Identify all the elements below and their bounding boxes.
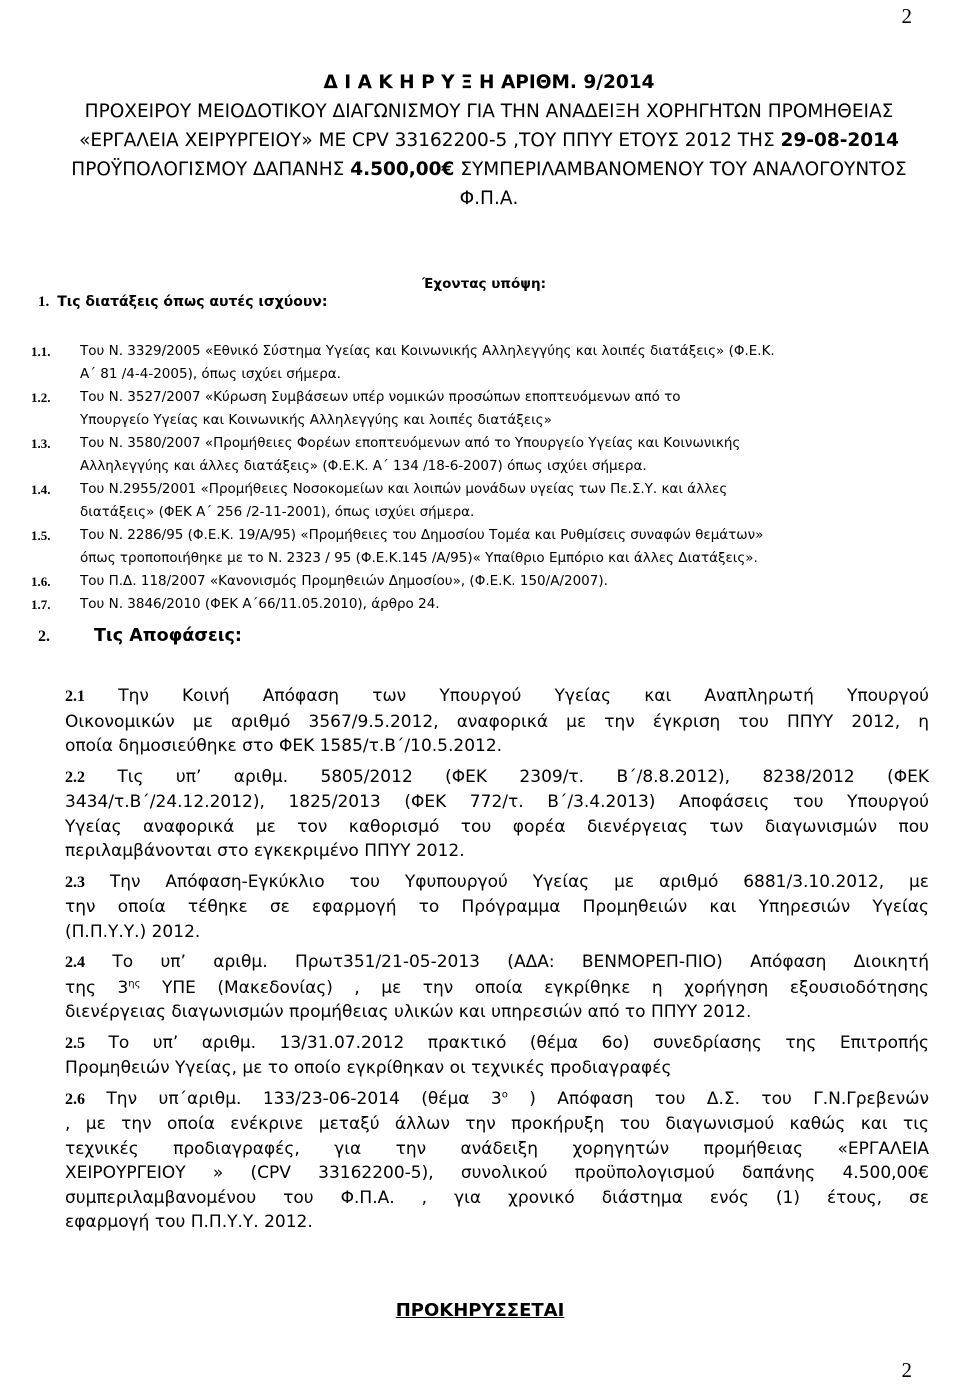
document-heading	[18, 68, 960, 213]
decision-text: Το υπ’ αριθμ. Πρωτ351/21-05-2013 (ΑΔΑ: ΒΕΝΜΟΡΕΠ-ΠΙΟ) Απόφαση Διοικητή	[112, 952, 930, 972]
heading-date: 29-08-2014	[780, 130, 899, 151]
paragraph-line: ΧΕΙΡΟΥΡΓΕΙΟΥ » (CPV 33162200-5), συνολικού προϋπολογισμού δαπάνης 4.500,00€	[65, 1163, 929, 1183]
decision-paragraph	[65, 765, 929, 864]
paragraph-line	[65, 950, 929, 976]
paragraph-line	[65, 1031, 929, 1057]
decision-number: 2.1	[65, 688, 85, 705]
item-line: Του Ν.2955/2001 «Προμήθειες Νοσοκομείων και λοιπών μονάδων υγείας των Πε.Σ.Υ. και άλλες	[80, 481, 728, 497]
item-number: 1.5.	[31, 528, 51, 543]
paragraph-line	[65, 976, 929, 1001]
section-2-number: 2.	[38, 628, 50, 645]
heading-line-3	[79, 130, 899, 151]
list-item	[0, 478, 960, 524]
decision-text: Τις υπ’ αριθμ. 5805/2012 (ΦΕΚ 2309/τ. Β΄/8.8.2012), 8238/2012 (ΦΕΚ	[117, 766, 930, 787]
decision-number: 2.4	[65, 954, 85, 971]
paragraph-line: εφαρμογή του Π.Π.Υ.Υ. 2012.	[65, 1212, 313, 1232]
paragraph-line: τεχνικές προδιαγραφές, για την ανάδειξη χορηγητών προμήθειας «ΕΡΓΑΛΕΙΑ	[65, 1138, 929, 1159]
paragraph-line: συμπεριλαμβανομένου του Φ.Π.Α. , για χρονικό διάστημα ενός (1) έτους, σε	[65, 1187, 929, 1208]
page-number-top: 2	[901, 4, 912, 28]
section-2-label: Τις Αποφάσεις:	[94, 626, 242, 646]
heading-budget: 4.500,00€	[350, 159, 455, 180]
paragraph-line: 3434/τ.Β΄/24.12.2012), 1825/2013 (ΦΕΚ 772/τ. Β΄/3.4.2013) Αποφάσεις του Υπουργού	[65, 792, 929, 812]
list-item	[0, 524, 960, 570]
paragraph-line	[65, 684, 929, 710]
page-number-bottom: 2	[901, 1358, 912, 1382]
paragraph-line	[65, 765, 929, 791]
item-line: διατάξεις» (ΦΕΚ Α΄ 256 /2-11-2001), όπως ισχύει σήμερα.	[80, 504, 475, 520]
paragraph-line: περιλαμβάνονται στο εγκεκριμένο ΠΠΥΥ 2012.	[65, 841, 465, 861]
decision-text: ) Απόφαση του Δ.Σ. του Γ.Ν.Γρεβενών	[507, 1088, 930, 1109]
item-number: 1.2.	[31, 390, 51, 405]
paragraph-line	[65, 1087, 929, 1113]
paragraph-line	[65, 870, 929, 896]
item-line: Α΄ 81 /4-4-2005), όπως ισχύει σήμερα.	[80, 366, 341, 382]
section-2-title	[38, 626, 242, 646]
decision-paragraph	[65, 950, 929, 1025]
item-line: Υπουργείο Υγείας και Κοινωνικής Αλληλεγγύης και λοιπές διατάξεις»	[80, 412, 552, 428]
paragraph-line: Οικονομικών με αριθμό 3567/9.5.2012, αναφορικά με την έγκριση του ΠΠΥΥ 2012, η	[65, 711, 929, 732]
paragraph-line: διενέργειας διαγωνισμών προμήθειας υλικών και υπηρεσιών από το ΠΠΥΥ 2012.	[65, 1002, 752, 1022]
decision-number: 2.5	[65, 1034, 85, 1052]
decision-paragraph	[65, 1031, 929, 1081]
paragraph-line: οποία δημοσιεύθηκε στο ΦΕΚ 1585/τ.Β΄/10.5.2012.	[65, 736, 503, 756]
item-line: Του Ν. 3329/2005 «Εθνικό Σύστημα Υγείας και Κοινωνικής Αλληλεγγύης και λοιπές διατάξεις» (Φ.Ε.Κ.	[80, 343, 775, 359]
section-1-title	[38, 294, 327, 311]
decision-paragraph	[65, 1087, 929, 1235]
item-number: 1.4.	[31, 482, 51, 497]
paragraph-line: (Π.Π.Υ.Υ.) 2012.	[65, 921, 201, 942]
having-regard-label: Έχοντας υπόψη:	[422, 276, 546, 292]
list-item	[0, 570, 960, 593]
item-line: Του Ν. 3846/2010 (ΦΕΚ Α΄66/11.05.2010), άρθρο 24.	[80, 596, 440, 612]
section-1-number: 1.	[38, 294, 50, 310]
list-item	[0, 386, 960, 432]
legal-provisions-list	[0, 340, 960, 616]
item-number: 1.3.	[31, 436, 51, 451]
item-line: Του Ν. 3527/2007 «Κύρωση Συμβάσεων υπέρ νομικών προσώπων εποπτευόμενων από το	[80, 389, 681, 405]
ordinal-suffix: ης	[128, 977, 141, 989]
decision-text: ΥΠΕ (Μακεδονίας) , με την οποία εγκρίθηκε η χορήγηση εξουσιοδότησης	[140, 977, 929, 998]
decision-text: Το υπ’ αριθμ. 13/31.07.2012 πρακτικό (θέμα 6ο) συνεδρίασης της Επιτροπής	[108, 1032, 929, 1053]
item-number: 1.1.	[31, 344, 51, 359]
item-line: Του Ν. 2286/95 (Φ.Ε.Κ. 19/Α/95) «Προμήθειες του Δημοσίου Τομέα και Ρυθμίσεις συναφών θεμάτων»	[80, 527, 764, 543]
decision-text: Την Κοινή Απόφαση των Υπουργού Υγείας και Αναπληρωτή Υπουργού	[118, 686, 929, 706]
announcement-title: ΠΡΟΚΗΡΥΣΣΕΤΑΙ	[395, 1300, 565, 1321]
decision-number: 2.6	[65, 1090, 85, 1108]
heading-line-4	[71, 159, 906, 180]
paragraph-line: Υγείας αναφορικά με τον καθορισμό του φορέα διενέργειας των διαγωνισμών που	[65, 816, 929, 837]
paragraph-line: την οποία τέθηκε σε εφαρμογή το Πρόγραμμα Προμηθειών και Υπηρεσιών Υγείας	[65, 897, 929, 917]
paragraph-line: , με την οποία ενέκρινε μεταξύ άλλων την προκήρυξη του διαγωνισμού καθώς και τις	[65, 1114, 929, 1134]
decision-text: Την Απόφαση-Εγκύκλιο του Υφυπουργού Υγείας με αριθμό 6881/3.10.2012, με	[109, 871, 930, 892]
item-line: Αλληλεγγύης και άλλες διατάξεις» (Φ.Ε.Κ. Α΄ 134 /18-6-2007) όπως ισχύει σήμερα.	[80, 458, 647, 474]
heading-line-5: Φ.Π.Α.	[459, 188, 519, 209]
item-line: όπως τροποποιήθηκε με το Ν. 2323 / 95 (Φ.Ε.Κ.145 /Α/95)« Υπαίθριο Εμπόριο και άλλες Διατάξεις».	[80, 550, 758, 566]
list-item	[0, 340, 960, 386]
list-item	[0, 593, 960, 616]
item-line: Του Ν. 3580/2007 «Προμήθειες Φορέων εποπτευόμενων από το Υπουργείο Υγείας και Κοινωνικής	[80, 435, 741, 451]
decisions-list	[65, 684, 929, 1241]
ordinal-suffix: ο	[501, 1088, 508, 1100]
decision-paragraph	[65, 684, 929, 759]
list-item	[0, 432, 960, 478]
decision-paragraph	[65, 870, 929, 945]
heading-line-4-rest: ΣΥΜΠΕΡΙΛΑΜΒΑΝΟΜΕΝΟΥ ΤΟΥ ΑΝΑΛΟΓΟΥΝΤΟΣ	[454, 159, 907, 180]
decision-text: της 3	[65, 977, 129, 998]
decision-number: 2.2	[65, 768, 85, 786]
decision-number: 2.3	[65, 873, 85, 891]
heading-line-2: ΠΡΟΧΕΙΡΟΥ ΜΕΙΟΔΟΤΙΚΟΥ ΔΙΑΓΩΝΙΣΜΟΥ ΓΙΑ ΤΗΝ ΑΝΑΔΕΙΞΗ ΧΟΡΗΓΗΤΩΝ ΠΡΟΜΗΘΕΙΑΣ	[84, 101, 894, 122]
item-line: Του Π.Δ. 118/2007 «Κανονισμός Προμηθειών Δημοσίου», (Φ.Ε.Κ. 150/Α/2007).	[80, 573, 608, 589]
heading-line-4-text: ΠΡΟΫΠΟΛΟΓΙΣΜΟΥ ΔΑΠΑΝΗΣ	[71, 159, 351, 180]
item-number: 1.6.	[31, 574, 51, 589]
paragraph-line: Προμηθειών Υγείας, με το οποίο εγκρίθηκαν οι τεχνικές προδιαγραφές	[65, 1058, 672, 1078]
heading-title: Δ Ι Α Κ Η Ρ Υ Ξ Η ΑΡΙΘΜ. 9/2014	[323, 72, 655, 93]
section-1-label: Τις διατάξεις όπως αυτές ισχύουν:	[57, 294, 328, 310]
heading-line-3-text: «ΕΡΓΑΛΕΙΑ ΧΕΙΡΥΡΓΕΙΟΥ» ΜΕ CPV 33162200-5 ,ΤΟΥ ΠΠΥΥ ΕΤΟΥΣ 2012 ΤΗΣ	[79, 130, 781, 151]
item-number: 1.7.	[31, 597, 51, 612]
decision-text: Την υπ΄αριθμ. 133/23-06-2014 (θέμα 3	[106, 1088, 502, 1109]
